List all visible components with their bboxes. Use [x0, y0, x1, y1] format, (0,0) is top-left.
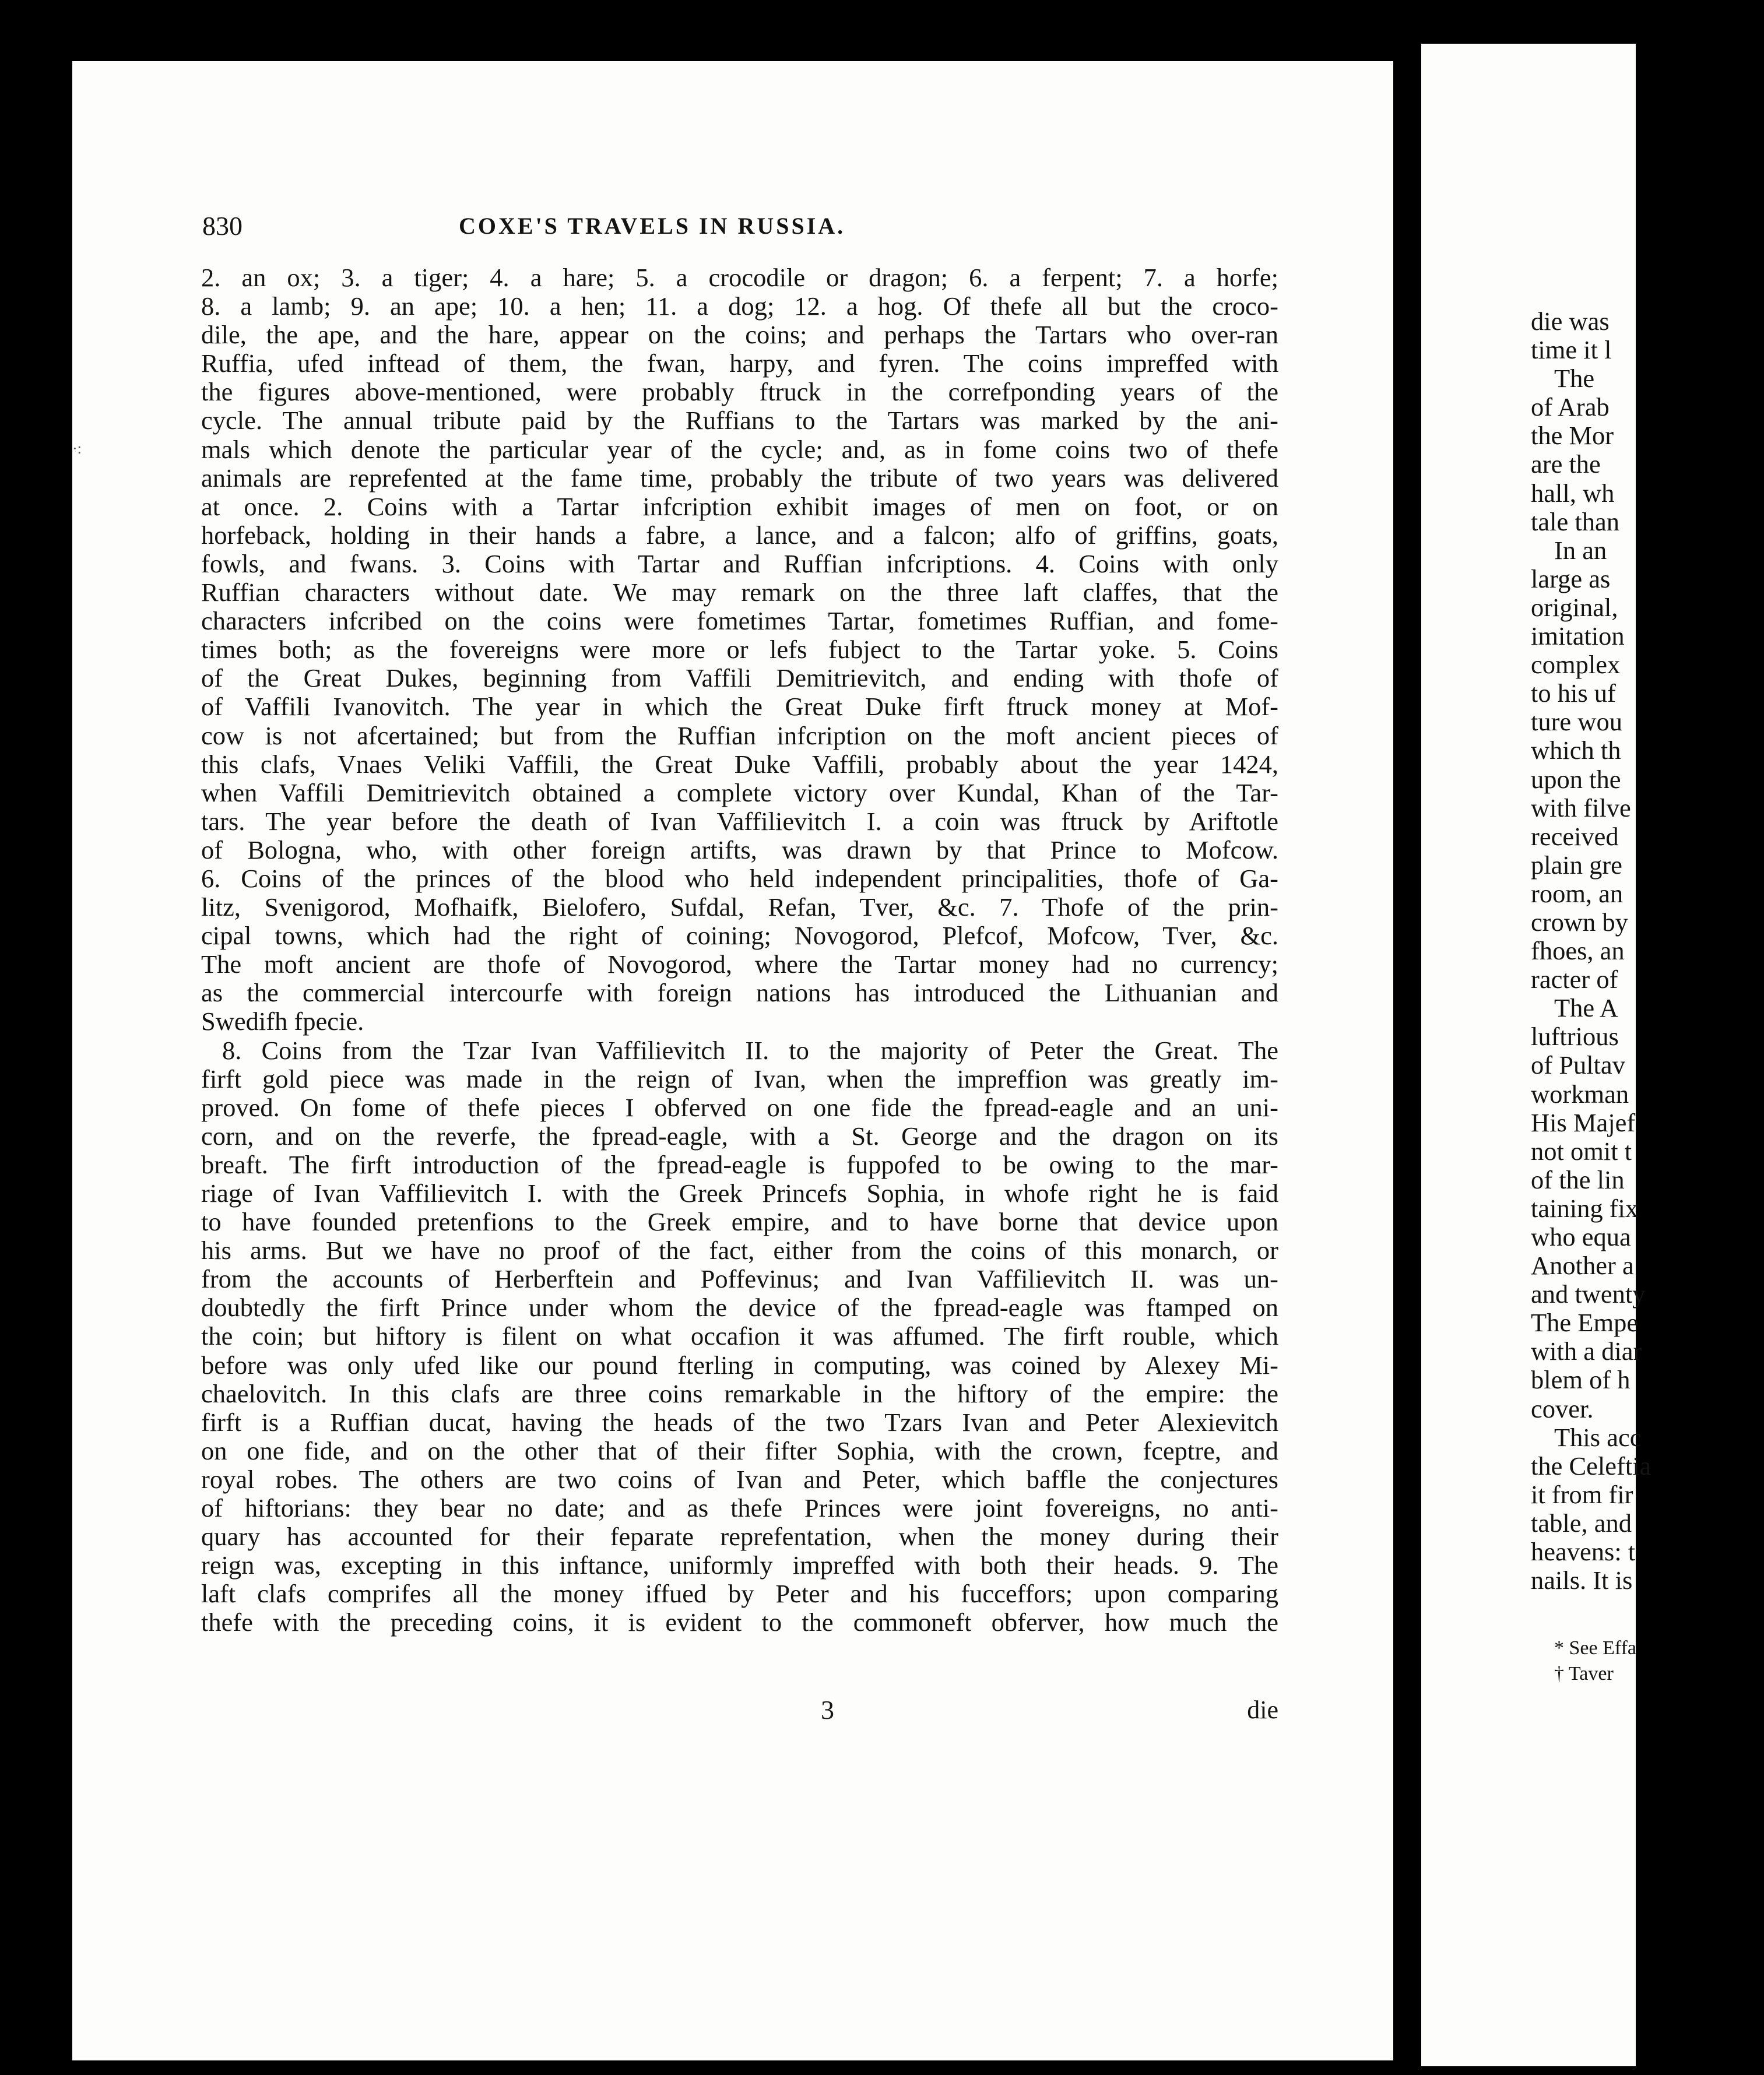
text-line: the coin; but hiftory is filent on what occafion it was affumed. The firft rouble, which [201, 1321, 1278, 1351]
text-line: workman [1531, 1079, 1629, 1109]
text-line: riage of Ivan Vaffilievitch I. with the Greek Princefs Sophia, in whofe right he is faid [201, 1179, 1278, 1208]
text-line: table, and [1531, 1508, 1632, 1538]
text-line: Another a [1531, 1251, 1634, 1281]
text-line: of Arab [1531, 392, 1610, 422]
text-line: fhoes, an [1531, 936, 1625, 966]
text-line: of the lin [1531, 1165, 1625, 1194]
text-line: his arms. But we have no proof of the fact, either from the coins of this monarch, or [201, 1236, 1278, 1265]
text-line: hall, wh [1531, 478, 1615, 508]
text-line: the Mor [1531, 421, 1614, 451]
text-line: on one fide, and on the other that of their fifter Sophia, with the crown, fceptre, and [201, 1436, 1278, 1465]
text-line: litz, Svenigorod, Mofhaifk, Bielofero, Sufdal, Refan, Tver, &c. 7. Thofe of the prin- [201, 892, 1278, 922]
text-line: In an [1554, 535, 1607, 565]
text-line: firft is a Ruffian ducat, having the heads of the two Tzars Ivan and Peter Alexievitch [201, 1407, 1278, 1437]
text-line: The A [1554, 993, 1618, 1023]
page-foot [201, 1694, 1278, 1726]
text-line: of hiftorians: they bear no date; and as thefe Princes were joint fovereigns, no anti- [201, 1493, 1278, 1523]
text-line: The Empe [1531, 1308, 1639, 1338]
text-line: at once. 2. Coins with a Tartar infcription exhibit images of men on foot, or on [201, 491, 1278, 521]
text-line: crown by [1531, 907, 1628, 937]
text-line: of Vaffili Ivanovitch. The year in which the Great Duke firft ftruck money at Mof- [201, 692, 1278, 722]
text-line: firft gold piece was made in the reign of Ivan, when the impreffion was greatly im- [201, 1064, 1278, 1093]
text-line: when Vaffili Demitrievitch obtained a complete victory over Kundal, Khan of the Tar- [201, 778, 1278, 807]
text-line: are the [1531, 449, 1601, 479]
text-line: proved. On fome of thefe pieces I obferved on one fide the fpread-eagle and an uni- [201, 1092, 1278, 1122]
text-line: cover. [1531, 1394, 1594, 1423]
text-line: luftrious [1531, 1022, 1619, 1051]
text-line: and twenty [1531, 1279, 1646, 1309]
text-line: Swedifh fpecie. [201, 1007, 364, 1036]
text-line: fowls, and fwans. 3. Coins with Tartar and Ruffian infcriptions. 4. Coins with only [201, 548, 1278, 578]
text-line: reign was, excepting in this inftance, uniformly impreffed with both their heads. 9. The [201, 1550, 1278, 1580]
text-line: dile, the ape, and the hare, appear on the coins; and perhaps the Tartars who over-ran [201, 320, 1278, 350]
text-line: of Pultav [1531, 1050, 1625, 1080]
text-line: cow is not afcertained; but from the Ruffian infcription on the moft ancient pieces of [201, 720, 1278, 750]
running-head [202, 209, 1287, 244]
text-line: the Celeftia [1531, 1451, 1651, 1480]
text-line: nails. It is [1531, 1566, 1633, 1595]
text-line: upon the [1531, 764, 1621, 794]
signature-mark: 3 [821, 1695, 834, 1725]
text-line: which th [1531, 736, 1621, 765]
text-line: The [1554, 364, 1595, 393]
running-title: COXE'S TRAVELS IN RUSSIA. [459, 213, 846, 239]
text-line: with filve [1531, 793, 1631, 822]
text-line: the figures above-mentioned, were probably ftruck in the correfponding years of the [201, 377, 1278, 407]
text-line: who equa [1531, 1222, 1631, 1251]
text-line: with a diar [1531, 1337, 1642, 1366]
footnote-gap [1531, 1595, 1764, 1636]
text-line: Ruffia, ufed inftead of them, the fwan, harpy, and fyren. The coins impreffed with [201, 349, 1278, 378]
body-text [201, 263, 1278, 1637]
footnote-line: † Taver [1554, 1663, 1614, 1685]
text-line: 2. an ox; 3. a tiger; 4. a hare; 5. a crocodile or dragon; 6. a ferpent; 7. a horfe; [201, 263, 1278, 292]
margin-marks: ·: [72, 440, 82, 457]
text-line: time it l [1531, 335, 1612, 365]
text-line: die was [1531, 307, 1610, 336]
text-line: this clafs, Vnaes Veliki Vaffili, the Great Duke Vaffili, probably about the year 1424, [201, 749, 1278, 779]
text-line: of Bologna, who, with other foreign artifts, was drawn by that Prince to Mofcow. [201, 835, 1278, 864]
text-line: thefe with the preceding coins, it is evident to the commoneft obferver, how much the [201, 1608, 1278, 1637]
footnote-line: * See Effa [1554, 1637, 1636, 1659]
text-line: His Majef [1531, 1107, 1636, 1137]
text-line: blem of h [1531, 1365, 1631, 1395]
text-line: 8. a lamb; 9. an ape; 10. a hen; 11. a dog; 12. a hog. Of thefe all but the croco- [201, 291, 1278, 321]
text-line: This acc [1554, 1422, 1642, 1452]
right-page-text [1531, 307, 1764, 1687]
text-line: racter of [1531, 965, 1618, 994]
text-line: laft clafs comprifes all the money iffued by Peter and his fucceffors; upon comparing [201, 1579, 1278, 1609]
text-line: quary has accounted for their feparate reprefentation, when the money during their [201, 1522, 1278, 1552]
text-line: chaelovitch. In this clafs are three coins remarkable in the hiftory of the empire: the [201, 1378, 1278, 1408]
text-line: royal robes. The others are two coins of Ivan and Peter, which baffle the conjectures [201, 1464, 1278, 1494]
right-page [1421, 44, 1651, 2066]
text-line: received [1531, 821, 1619, 851]
page-number: 830 [202, 211, 243, 241]
text-line: of the Great Dukes, beginning from Vaffili Demitrievitch, and ending with thofe of [201, 663, 1278, 693]
text-line: characters infcribed on the coins were fometimes Tartar, fometimes Ruffian, and fome- [201, 606, 1278, 636]
text-line: breaft. The firft introduction of the fpread-eagle is fuppofed to be owing to the mar- [201, 1149, 1278, 1179]
text-line: it from fir [1531, 1479, 1633, 1509]
text-line: Ruffian characters without date. We may remark on the three laft claffes, that the [201, 578, 1278, 607]
text-line: taining fix [1531, 1193, 1639, 1223]
text-line: imitation [1531, 621, 1625, 651]
text-line: 6. Coins of the princes of the blood who held independent principalities, thofe of Ga- [201, 863, 1278, 893]
text-line: cycle. The annual tribute paid by the Ruffians to the Tartars was marked by the ani- [201, 406, 1278, 435]
text-line: room, an [1531, 878, 1624, 908]
text-line: original, [1531, 592, 1618, 622]
catchword: die [1247, 1696, 1278, 1724]
text-line: tars. The year before the death of Ivan Vaffilievitch I. a coin was ftruck by Ariftotle [201, 806, 1278, 836]
text-line: heavens: t [1531, 1537, 1636, 1567]
text-line: ture wou [1531, 707, 1622, 737]
text-line: to his uf [1531, 678, 1616, 708]
text-line: doubtedly the firft Prince under whom the device of the fpread-eagle was ftamped on [201, 1293, 1278, 1323]
text-line: before was only ufed like our pound fterling in computing, was coined by Alexey Mi- [201, 1350, 1278, 1380]
text-line: horfeback, holding in their hands a fabre, a lance, and a falcon; alfo of griffins, goats, [201, 520, 1278, 550]
text-line: times both; as the fovereigns were more or lefs fubject to the Tartar yoke. 5. Coins [201, 635, 1278, 664]
paragraph-start-line: 8. Coins from the Tzar Ivan Vaffilievitch II. to the majority of Peter the Great. The [222, 1035, 1278, 1065]
text-line: not omit t [1531, 1136, 1632, 1166]
text-line: complex [1531, 650, 1621, 680]
text-line: cipal towns, which had the right of coining; Novogorod, Plefcof, Mofcow, Tver, &c. [201, 921, 1278, 951]
text-line: to have founded pretenfions to the Greek empire, and to have borne that device upon [201, 1207, 1278, 1237]
text-line: animals are reprefented at the fame time, probably the tribute of two years was delivered [201, 463, 1278, 493]
text-line: mals which denote the particular year of the cycle; and, as in fome coins two of thefe [201, 434, 1278, 464]
text-line: corn, and on the reverfe, the fpread-eagle, with a St. George and the dragon on its [201, 1121, 1278, 1151]
text-line: tale than [1531, 507, 1619, 536]
text-line: from the accounts of Herberftein and Poffevinus; and Ivan Vaffilievitch II. was un- [201, 1264, 1278, 1294]
text-line: plain gre [1531, 850, 1622, 880]
text-line: as the commercial intercourfe with foreign nations has introduced the Lithuanian and [201, 978, 1278, 1008]
text-line: The moft ancient are thofe of Novogorod, where the Tartar money had no currency; [201, 949, 1278, 979]
text-line: large as [1531, 564, 1611, 593]
